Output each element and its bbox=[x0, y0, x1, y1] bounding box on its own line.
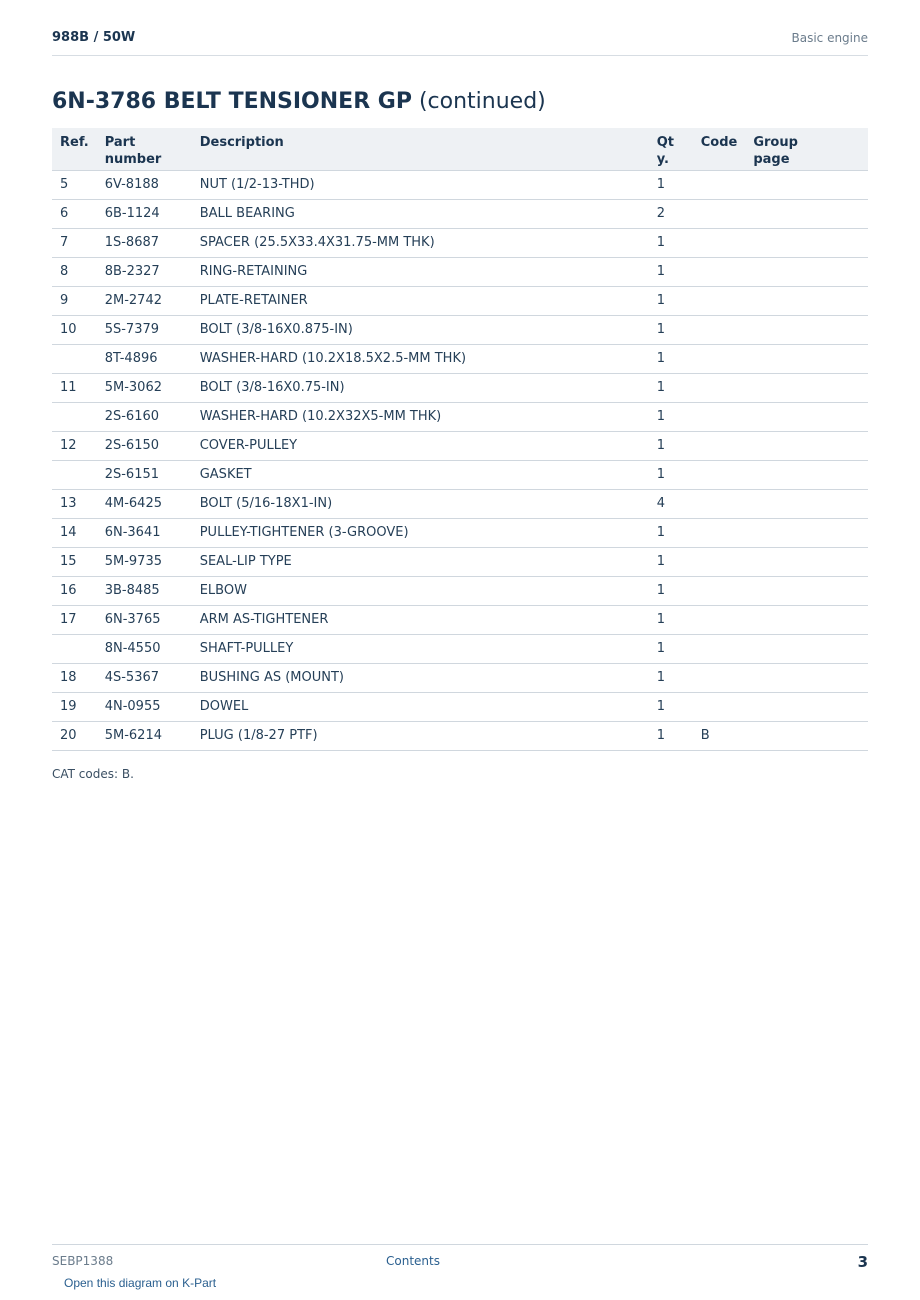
col-header-code: Code bbox=[693, 128, 746, 170]
cell-part-number: 6V-8188 bbox=[97, 170, 192, 199]
cell-code bbox=[693, 315, 746, 344]
cell-part-number: 6N-3765 bbox=[97, 605, 192, 634]
cell-code bbox=[693, 257, 746, 286]
doc-id: SEBP1388 bbox=[52, 1254, 114, 1268]
cell-qty: 1 bbox=[649, 547, 693, 576]
cell-description: ELBOW bbox=[192, 576, 649, 605]
cell-qty: 4 bbox=[649, 489, 693, 518]
cell-code bbox=[693, 634, 746, 663]
table-row bbox=[52, 518, 868, 547]
cell-ref: 16 bbox=[52, 576, 97, 605]
cell-description: NUT (1/2-13-THD) bbox=[192, 170, 649, 199]
cell-ref bbox=[52, 460, 97, 489]
cell-ref: 10 bbox=[52, 315, 97, 344]
cell-code bbox=[693, 663, 746, 692]
col-header-qty-label: Qty. bbox=[656, 135, 674, 167]
cell-part-number: 8T-4896 bbox=[97, 344, 192, 373]
parts-table-body bbox=[52, 170, 868, 750]
cell-qty: 1 bbox=[649, 721, 693, 750]
cell-description: BUSHING AS (MOUNT) bbox=[192, 663, 649, 692]
cell-group-page bbox=[745, 286, 868, 315]
cell-part-number: 2S-6160 bbox=[97, 402, 192, 431]
col-header-group-page bbox=[745, 128, 868, 170]
cell-ref: 13 bbox=[52, 489, 97, 518]
cell-description: RING-RETAINING bbox=[192, 257, 649, 286]
cell-part-number: 8N-4550 bbox=[97, 634, 192, 663]
table-row bbox=[52, 315, 868, 344]
cell-group-page bbox=[745, 489, 868, 518]
cell-part-number: 8B-2327 bbox=[97, 257, 192, 286]
parts-table bbox=[52, 128, 868, 751]
cell-ref: 17 bbox=[52, 605, 97, 634]
cell-group-page bbox=[745, 402, 868, 431]
cell-description: BOLT (3/8-16X0.75-IN) bbox=[192, 373, 649, 402]
cell-part-number: 2S-6150 bbox=[97, 431, 192, 460]
cell-qty: 1 bbox=[649, 344, 693, 373]
cell-qty: 1 bbox=[649, 228, 693, 257]
cell-group-page bbox=[745, 605, 868, 634]
title-suffix: (continued) bbox=[411, 89, 546, 114]
cell-code bbox=[693, 547, 746, 576]
cell-code bbox=[693, 692, 746, 721]
cell-part-number: 5M-9735 bbox=[97, 547, 192, 576]
cell-qty: 1 bbox=[649, 663, 693, 692]
cell-description: GASKET bbox=[192, 460, 649, 489]
table-row bbox=[52, 373, 868, 402]
cell-part-number: 5M-3062 bbox=[97, 373, 192, 402]
cell-part-number: 4S-5367 bbox=[97, 663, 192, 692]
table-row bbox=[52, 257, 868, 286]
cell-group-page bbox=[745, 663, 868, 692]
cell-code bbox=[693, 402, 746, 431]
cell-group-page bbox=[745, 721, 868, 750]
cell-ref bbox=[52, 634, 97, 663]
cell-code bbox=[693, 170, 746, 199]
cell-description: WASHER-HARD (10.2X18.5X2.5-MM THK) bbox=[192, 344, 649, 373]
cell-part-number: 2S-6151 bbox=[97, 460, 192, 489]
cell-qty: 1 bbox=[649, 373, 693, 402]
cell-code bbox=[693, 605, 746, 634]
cell-code bbox=[693, 576, 746, 605]
cell-description: PLUG (1/8-27 PTF) bbox=[192, 721, 649, 750]
cell-group-page bbox=[745, 228, 868, 257]
table-row bbox=[52, 605, 868, 634]
cell-description: SHAFT-PULLEY bbox=[192, 634, 649, 663]
cell-qty: 1 bbox=[649, 460, 693, 489]
table-row bbox=[52, 286, 868, 315]
cell-part-number: 6B-1124 bbox=[97, 199, 192, 228]
cell-description: WASHER-HARD (10.2X32X5-MM THK) bbox=[192, 402, 649, 431]
table-row bbox=[52, 460, 868, 489]
kpart-diagram-link[interactable]: Open this diagram on K-Part bbox=[64, 1276, 217, 1290]
cell-ref: 8 bbox=[52, 257, 97, 286]
table-header-row bbox=[52, 128, 868, 170]
cell-group-page bbox=[745, 315, 868, 344]
cell-code bbox=[693, 228, 746, 257]
cell-part-number: 4N-0955 bbox=[97, 692, 192, 721]
cell-group-page bbox=[745, 373, 868, 402]
cell-description: PLATE-RETAINER bbox=[192, 286, 649, 315]
cell-qty: 1 bbox=[649, 286, 693, 315]
page-header bbox=[52, 28, 868, 56]
table-row bbox=[52, 721, 868, 750]
cell-ref: 14 bbox=[52, 518, 97, 547]
cell-ref: 11 bbox=[52, 373, 97, 402]
cell-description: BALL BEARING bbox=[192, 199, 649, 228]
cell-ref: 19 bbox=[52, 692, 97, 721]
cell-ref: 12 bbox=[52, 431, 97, 460]
cell-group-page bbox=[745, 460, 868, 489]
section-label: Basic engine bbox=[791, 31, 868, 45]
cell-code bbox=[693, 286, 746, 315]
cell-group-page bbox=[745, 518, 868, 547]
cell-ref: 5 bbox=[52, 170, 97, 199]
table-row bbox=[52, 170, 868, 199]
cell-ref bbox=[52, 344, 97, 373]
table-row bbox=[52, 431, 868, 460]
table-row bbox=[52, 692, 868, 721]
cell-code bbox=[693, 460, 746, 489]
cell-group-page bbox=[745, 431, 868, 460]
cell-description: SEAL-LIP TYPE bbox=[192, 547, 649, 576]
cell-group-page bbox=[745, 634, 868, 663]
cell-qty: 1 bbox=[649, 692, 693, 721]
cell-description: SPACER (25.5X33.4X31.75-MM THK) bbox=[192, 228, 649, 257]
cell-code: B bbox=[693, 721, 746, 750]
contents-link[interactable]: Contents bbox=[386, 1254, 440, 1268]
title-main: 6N-3786 BELT TENSIONER GP bbox=[52, 89, 412, 114]
col-header-group-page-label: Group page bbox=[753, 135, 798, 167]
cell-group-page bbox=[745, 344, 868, 373]
cell-description: BOLT (5/16-18X1-IN) bbox=[192, 489, 649, 518]
table-row bbox=[52, 228, 868, 257]
cell-ref: 18 bbox=[52, 663, 97, 692]
cell-qty: 1 bbox=[649, 431, 693, 460]
table-row bbox=[52, 576, 868, 605]
cell-code bbox=[693, 431, 746, 460]
cell-code bbox=[693, 489, 746, 518]
col-header-ref: Ref. bbox=[52, 128, 97, 170]
cell-ref: 20 bbox=[52, 721, 97, 750]
cell-part-number: 5S-7379 bbox=[97, 315, 192, 344]
cell-group-page bbox=[745, 199, 868, 228]
cell-group-page bbox=[745, 257, 868, 286]
cell-part-number: 2M-2742 bbox=[97, 286, 192, 315]
table-row bbox=[52, 634, 868, 663]
table-row bbox=[52, 344, 868, 373]
table-row bbox=[52, 489, 868, 518]
cell-group-page bbox=[745, 692, 868, 721]
cell-part-number: 5M-6214 bbox=[97, 721, 192, 750]
cell-part-number: 3B-8485 bbox=[97, 576, 192, 605]
col-header-part-number: Part number bbox=[97, 128, 192, 170]
cell-description: BOLT (3/8-16X0.875-IN) bbox=[192, 315, 649, 344]
model-label: 988B / 50W bbox=[52, 30, 136, 45]
col-header-description: Description bbox=[192, 128, 649, 170]
cell-qty: 1 bbox=[649, 634, 693, 663]
cell-part-number: 4M-6425 bbox=[97, 489, 192, 518]
cell-qty: 1 bbox=[649, 315, 693, 344]
table-row bbox=[52, 402, 868, 431]
cell-code bbox=[693, 344, 746, 373]
cell-description: DOWEL bbox=[192, 692, 649, 721]
cell-qty: 1 bbox=[649, 605, 693, 634]
cell-code bbox=[693, 518, 746, 547]
cell-group-page bbox=[745, 170, 868, 199]
cell-qty: 1 bbox=[649, 576, 693, 605]
cell-part-number: 1S-8687 bbox=[97, 228, 192, 257]
cell-description: COVER-PULLEY bbox=[192, 431, 649, 460]
table-row bbox=[52, 199, 868, 228]
cell-part-number: 6N-3641 bbox=[97, 518, 192, 547]
cell-qty: 1 bbox=[649, 257, 693, 286]
cell-ref: 9 bbox=[52, 286, 97, 315]
table-row bbox=[52, 547, 868, 576]
cell-code bbox=[693, 373, 746, 402]
cell-qty: 1 bbox=[649, 402, 693, 431]
cell-qty: 2 bbox=[649, 199, 693, 228]
col-header-qty bbox=[649, 128, 693, 170]
page-footer bbox=[52, 1244, 868, 1271]
cell-ref: 7 bbox=[52, 228, 97, 257]
cat-codes-note: CAT codes: B. bbox=[52, 767, 134, 781]
cell-ref: 6 bbox=[52, 199, 97, 228]
cell-ref: 15 bbox=[52, 547, 97, 576]
page-number: 3 bbox=[857, 1253, 868, 1271]
cell-group-page bbox=[745, 547, 868, 576]
cell-description: ARM AS-TIGHTENER bbox=[192, 605, 649, 634]
cell-qty: 1 bbox=[649, 518, 693, 547]
cell-ref bbox=[52, 402, 97, 431]
page-title bbox=[52, 89, 546, 114]
table-row bbox=[52, 663, 868, 692]
cell-description: PULLEY-TIGHTENER (3-GROOVE) bbox=[192, 518, 649, 547]
cell-group-page bbox=[745, 576, 868, 605]
cell-qty: 1 bbox=[649, 170, 693, 199]
cell-code bbox=[693, 199, 746, 228]
